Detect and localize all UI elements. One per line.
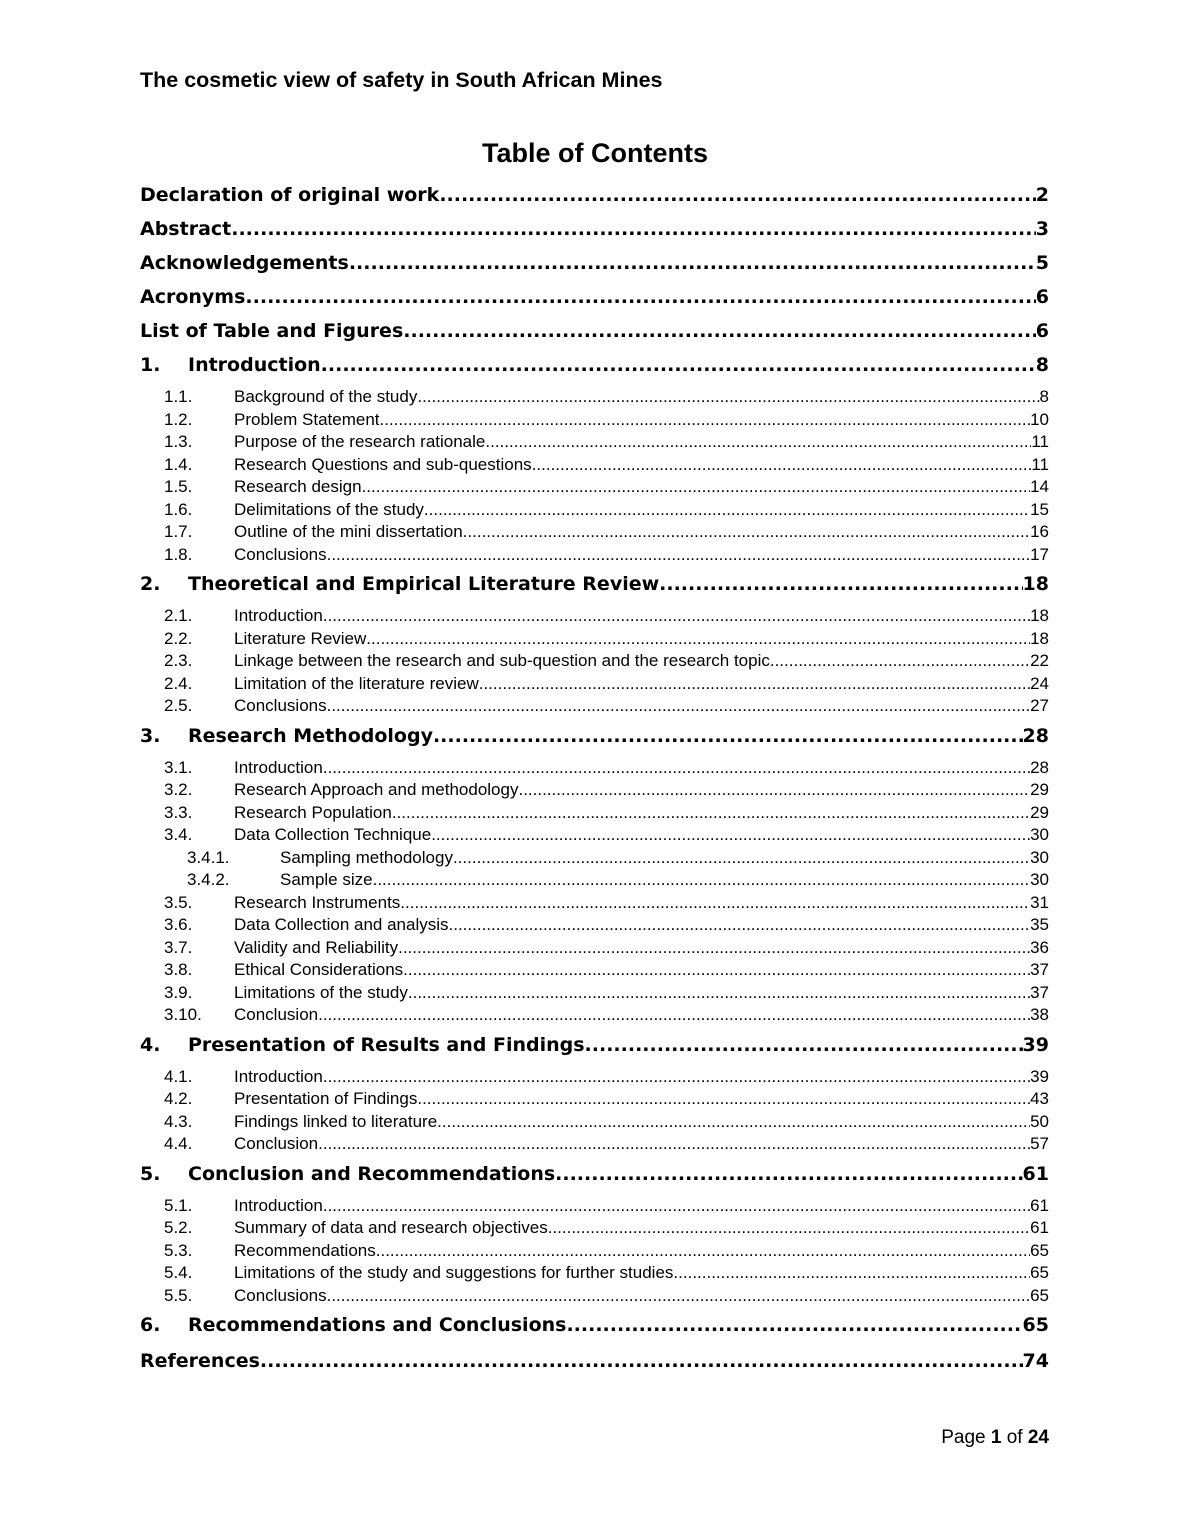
- toc-entry-page: 65: [1030, 1285, 1049, 1305]
- toc-entry[interactable]: [140, 959, 1049, 982]
- toc-entry[interactable]: [140, 914, 1049, 937]
- dot-leader: [518, 779, 1030, 802]
- toc-entry-page: 24: [1030, 673, 1049, 693]
- toc-entry[interactable]: [140, 1217, 1049, 1240]
- toc-entry[interactable]: [140, 431, 1049, 454]
- toc-entry[interactable]: [140, 180, 1049, 214]
- toc-entry-number: 3.8.: [164, 960, 193, 979]
- total-pages: 24: [1027, 1427, 1049, 1448]
- toc-entry-label: Conclusions: [234, 1285, 327, 1305]
- dot-leader: [366, 628, 1030, 651]
- toc-entry-page: 65: [1030, 1263, 1049, 1282]
- toc-entry[interactable]: [140, 569, 1049, 605]
- toc-entry-label: Research Instruments: [234, 892, 401, 912]
- toc-entry[interactable]: [140, 824, 1049, 847]
- toc-entry-page: 39: [1030, 1066, 1049, 1086]
- dot-leader: [433, 721, 1023, 751]
- toc-entry-number: 3.10.: [164, 1005, 202, 1024]
- toc-entry-number: 1.7.: [164, 522, 193, 541]
- dot-leader: [417, 1088, 1030, 1111]
- toc-entry-number: 1.8.: [164, 544, 193, 564]
- toc-entry-label: Theoretical and Empirical Literature Review: [188, 573, 660, 595]
- dot-leader: [431, 824, 1030, 847]
- toc-entry-page: 30: [1030, 825, 1049, 844]
- toc-entry-label: Purpose of the research rationale: [234, 432, 486, 451]
- toc-entry-page: 18: [1030, 606, 1049, 625]
- toc-entry[interactable]: [140, 757, 1049, 780]
- toc-entry-number: 5.4.: [164, 1263, 193, 1282]
- toc-entry[interactable]: [140, 650, 1049, 673]
- toc-entry-label: Validity and Reliability: [234, 937, 399, 957]
- table-of-contents: [140, 180, 1049, 1380]
- dot-leader: [485, 431, 1031, 454]
- toc-entry-label: Abstract: [140, 218, 232, 240]
- page-of-label: of: [1006, 1427, 1023, 1448]
- toc-entry[interactable]: [140, 802, 1049, 825]
- toc-entry[interactable]: [140, 1262, 1049, 1285]
- toc-entry-page: 35: [1030, 915, 1049, 934]
- toc-entry-label: Presentation of Results and Findings: [188, 1033, 585, 1056]
- toc-entry-number: 5.1.: [164, 1195, 193, 1215]
- toc-entry-page: 61: [1022, 1162, 1049, 1185]
- toc-entry-label: Research design: [234, 477, 362, 496]
- dot-leader: [349, 248, 1036, 278]
- toc-entry-page: 61: [1030, 1195, 1049, 1215]
- toc-entry-number: 2.1.: [164, 606, 193, 625]
- toc-entry-number: 1.1.: [164, 387, 193, 406]
- toc-entry-number: 3.6.: [164, 915, 193, 934]
- toc-entry-label: Limitation of the literature review: [234, 673, 479, 693]
- dot-leader: [673, 1262, 1030, 1285]
- dot-leader: [403, 959, 1030, 982]
- toc-entry[interactable]: [140, 1066, 1049, 1089]
- toc-entry-label: List of Table and Figures: [140, 320, 404, 342]
- toc-entry-number: 3.9.: [164, 982, 193, 1002]
- toc-entry-page: 16: [1030, 522, 1049, 541]
- dot-leader: [770, 650, 1030, 673]
- toc-entry[interactable]: [140, 628, 1049, 651]
- dot-leader: [231, 214, 1036, 244]
- dot-leader: [327, 544, 1030, 567]
- toc-entry[interactable]: [140, 409, 1049, 432]
- dot-leader: [245, 282, 1035, 312]
- toc-entry-page: 8: [1035, 354, 1049, 376]
- toc-entry-label: Introduction: [188, 354, 321, 376]
- dot-leader: [323, 1066, 1030, 1089]
- dot-leader: [321, 350, 1036, 380]
- toc-entry-page: 11: [1031, 454, 1049, 474]
- dot-leader: [439, 180, 1035, 210]
- toc-entry[interactable]: [140, 1346, 1049, 1380]
- toc-entry-label: Conclusion: [234, 1005, 319, 1024]
- toc-entry[interactable]: [140, 1088, 1049, 1111]
- dot-leader: [318, 1004, 1030, 1027]
- dot-leader: [453, 847, 1030, 870]
- toc-entry-number: 3.4.1.: [187, 847, 230, 867]
- toc-entry-label: Conclusion and Recommendations: [188, 1162, 556, 1185]
- toc-entry-page: 15: [1030, 499, 1049, 519]
- toc-entry-number: 1.5.: [164, 477, 193, 496]
- toc-entry[interactable]: [140, 673, 1049, 696]
- toc-entry-number: 1.4.: [164, 454, 193, 474]
- toc-entry-number: 4.: [140, 1033, 161, 1056]
- dot-leader: [362, 476, 1031, 499]
- dot-leader: [408, 982, 1030, 1005]
- toc-entry[interactable]: [140, 1310, 1049, 1346]
- toc-entry-label: Limitations of the study and suggestions for further studies: [234, 1263, 674, 1282]
- toc-entry-number: 5.5.: [164, 1285, 193, 1305]
- toc-entry-page: 30: [1030, 870, 1049, 889]
- toc-entry-number: 3.2.: [164, 780, 193, 799]
- dot-leader: [437, 1111, 1030, 1134]
- toc-entry-page: 74: [1022, 1350, 1049, 1372]
- toc-entry-page: 39: [1022, 1033, 1049, 1056]
- toc-entry-number: 2.5.: [164, 696, 193, 715]
- toc-entry[interactable]: [140, 214, 1049, 248]
- toc-entry-label: Research Methodology: [188, 724, 433, 747]
- toc-entry-page: 27: [1030, 696, 1049, 715]
- toc-entry-number: 3.: [140, 724, 161, 747]
- toc-entry-label: Conclusion: [234, 1134, 319, 1153]
- dot-leader: [323, 757, 1030, 780]
- toc-entry[interactable]: [140, 1195, 1049, 1218]
- toc-entry-number: 1.3.: [164, 432, 193, 451]
- toc-entry[interactable]: [140, 1004, 1049, 1027]
- dot-leader: [373, 869, 1030, 892]
- toc-entry-label: Ethical Considerations: [234, 960, 404, 979]
- toc-entry-label: Declaration of original work: [140, 184, 440, 206]
- toc-entry-label: Literature Review: [234, 628, 367, 648]
- toc-entry-label: Findings linked to literature: [234, 1111, 438, 1131]
- toc-entry-number: 4.4.: [164, 1134, 193, 1153]
- dot-leader: [532, 454, 1032, 477]
- toc-entry[interactable]: [140, 544, 1049, 567]
- toc-entry-page: 29: [1030, 802, 1049, 822]
- toc-entry-label: Introduction: [234, 1066, 323, 1086]
- dot-leader: [659, 569, 1022, 599]
- toc-entry-page: 57: [1030, 1134, 1049, 1153]
- toc-entry-number: 3.5.: [164, 892, 193, 912]
- toc-entry-page: 65: [1022, 1314, 1049, 1336]
- toc-entry-label: Sampling methodology: [280, 847, 453, 867]
- toc-entry-page: 31: [1030, 892, 1049, 912]
- toc-entry-number: 4.1.: [164, 1066, 193, 1086]
- toc-entry-number: 3.4.: [164, 825, 193, 844]
- toc-entry-label: Introduction: [234, 757, 323, 777]
- dot-leader: [548, 1217, 1030, 1240]
- toc-entry-label: Background of the study: [234, 387, 418, 406]
- toc-entry-page: 43: [1030, 1089, 1049, 1108]
- toc-entry[interactable]: [140, 605, 1049, 628]
- toc-entry-label: Conclusions: [234, 696, 327, 715]
- toc-entry[interactable]: [140, 282, 1049, 316]
- toc-entry[interactable]: [140, 721, 1049, 757]
- toc-entry[interactable]: [140, 248, 1049, 282]
- toc-entry[interactable]: [140, 892, 1049, 915]
- dot-leader: [260, 1346, 1023, 1376]
- toc-entry-page: 61: [1030, 1218, 1049, 1237]
- toc-entry-page: 36: [1030, 937, 1049, 957]
- toc-entry-page: 3: [1035, 218, 1049, 240]
- dot-leader: [417, 386, 1039, 409]
- toc-entry-page: 50: [1030, 1111, 1049, 1131]
- dot-leader: [318, 1133, 1030, 1156]
- dot-leader: [392, 802, 1030, 825]
- toc-entry-page: 18: [1022, 573, 1049, 595]
- dot-leader: [479, 673, 1030, 696]
- toc-entry[interactable]: [140, 1030, 1049, 1066]
- dot-leader: [555, 1159, 1022, 1189]
- toc-entry-number: 4.3.: [164, 1111, 193, 1131]
- toc-entry-number: 2.3.: [164, 651, 193, 670]
- toc-entry-label: Acknowledgements: [140, 252, 349, 274]
- toc-entry[interactable]: [140, 1159, 1049, 1195]
- dot-leader: [585, 1030, 1023, 1060]
- toc-entry-label: Introduction: [234, 606, 323, 625]
- dot-leader: [327, 1285, 1030, 1308]
- toc-entry-label: Problem Statement: [234, 409, 380, 429]
- toc-entry-page: 17: [1030, 544, 1049, 564]
- toc-entry-label: Limitations of the study: [234, 982, 408, 1002]
- toc-entry-page: 29: [1030, 780, 1049, 799]
- toc-entry-number: 5.3.: [164, 1240, 193, 1260]
- toc-entry[interactable]: [140, 1285, 1049, 1308]
- dot-leader: [403, 316, 1036, 346]
- toc-entry[interactable]: [140, 847, 1049, 870]
- toc-entry-page: 28: [1030, 757, 1049, 777]
- toc-entry-label: Outline of the mini dissertation: [234, 522, 463, 541]
- toc-entry[interactable]: [140, 350, 1049, 386]
- page-number-footer: [941, 1427, 1049, 1449]
- dot-leader: [424, 499, 1030, 522]
- toc-entry-label: Research Questions and sub-questions: [234, 454, 532, 474]
- toc-entry-page: 38: [1030, 1005, 1049, 1024]
- toc-entry-number: 2.: [140, 573, 161, 595]
- toc-entry-page: 65: [1030, 1240, 1049, 1260]
- toc-entry-page: 11: [1031, 432, 1049, 451]
- toc-entry[interactable]: [140, 1133, 1049, 1156]
- toc-entry[interactable]: [140, 316, 1049, 350]
- toc-entry-label: References: [140, 1350, 260, 1372]
- toc-entry-label: Research Population: [234, 802, 392, 822]
- document-header-title: The cosmetic view of safety in South African Mines: [140, 68, 663, 92]
- toc-entry[interactable]: [140, 499, 1049, 522]
- toc-entry-page: 22: [1030, 651, 1049, 670]
- toc-entry-number: 5.2.: [164, 1218, 193, 1237]
- page-label: Page: [941, 1427, 986, 1448]
- current-page: 1: [990, 1427, 1002, 1448]
- dot-leader: [400, 892, 1030, 915]
- toc-entry-label: Recommendations: [234, 1240, 376, 1260]
- dot-leader: [376, 1240, 1030, 1263]
- toc-entry-number: 6.: [140, 1314, 161, 1336]
- toc-entry-number: 1.: [140, 354, 161, 376]
- toc-entry-page: 37: [1030, 960, 1049, 979]
- toc-entry-number: 3.7.: [164, 937, 193, 957]
- dot-leader: [380, 409, 1031, 432]
- toc-entry-label: Summary of data and research objectives: [234, 1218, 548, 1237]
- toc-entry-page: 28: [1022, 724, 1049, 747]
- toc-entry-label: Data Collection Technique: [234, 825, 432, 844]
- toc-entry-label: Delimitations of the study: [234, 499, 424, 519]
- toc-entry-number: 3.1.: [164, 757, 193, 777]
- toc-entry-label: Acronyms: [140, 286, 246, 308]
- toc-entry-label: Sample size: [280, 870, 373, 889]
- toc-entry-page: 6: [1035, 320, 1049, 342]
- dot-leader: [398, 937, 1030, 960]
- dot-leader: [323, 605, 1030, 628]
- dot-leader: [463, 521, 1030, 544]
- toc-entry-page: 5: [1035, 252, 1049, 274]
- toc-entry-number: 1.6.: [164, 499, 193, 519]
- toc-entry-page: 8: [1039, 387, 1049, 406]
- toc-entry-number: 4.2.: [164, 1089, 193, 1108]
- toc-entry-number: 2.4.: [164, 673, 193, 693]
- toc-entry-page: 18: [1030, 628, 1049, 648]
- toc-entry-label: Research Approach and methodology: [234, 780, 519, 799]
- dot-leader: [323, 1195, 1030, 1218]
- toc-entry-page: 37: [1030, 982, 1049, 1002]
- toc-heading: Table of Contents: [482, 138, 708, 168]
- toc-entry-page: 10: [1030, 409, 1049, 429]
- toc-entry-number: 5.: [140, 1162, 161, 1185]
- toc-entry-number: 3.3.: [164, 802, 193, 822]
- dot-leader: [449, 914, 1031, 937]
- toc-entry[interactable]: [140, 937, 1049, 960]
- toc-entry[interactable]: [140, 454, 1049, 477]
- toc-entry[interactable]: [140, 1111, 1049, 1134]
- toc-entry-label: Linkage between the research and sub-question and the research topic: [234, 651, 770, 670]
- toc-entry-page: 14: [1030, 477, 1049, 496]
- toc-entry-label: Presentation of Findings: [234, 1089, 418, 1108]
- toc-entry[interactable]: [140, 521, 1049, 544]
- toc-entry-page: 2: [1035, 184, 1049, 206]
- toc-entry[interactable]: [140, 695, 1049, 718]
- toc-entry-label: Conclusions: [234, 544, 327, 564]
- toc-entry-number: 1.2.: [164, 409, 193, 429]
- dot-leader: [327, 695, 1030, 718]
- toc-entry[interactable]: [140, 779, 1049, 802]
- toc-entry[interactable]: [140, 982, 1049, 1005]
- toc-entry-page: 30: [1030, 847, 1049, 867]
- toc-entry[interactable]: [140, 1240, 1049, 1263]
- toc-entry-label: Data Collection and analysis: [234, 915, 449, 934]
- toc-entry[interactable]: [140, 386, 1049, 409]
- toc-entry[interactable]: [140, 869, 1049, 892]
- toc-entry[interactable]: [140, 476, 1049, 499]
- dot-leader: [566, 1310, 1022, 1340]
- toc-entry-page: 6: [1035, 286, 1049, 308]
- toc-entry-number: 2.2.: [164, 628, 193, 648]
- toc-entry-label: Introduction: [234, 1195, 323, 1215]
- toc-entry-label: Recommendations and Conclusions: [188, 1314, 567, 1336]
- toc-entry-number: 3.4.2.: [187, 870, 230, 889]
